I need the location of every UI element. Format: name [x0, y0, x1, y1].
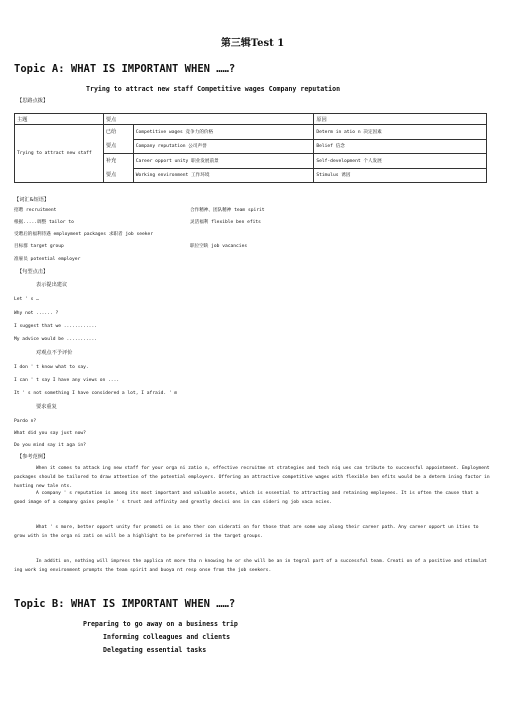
topic-b-line: Delegating essential tasks: [103, 646, 207, 654]
sample-label: 【参考范例】: [17, 454, 49, 460]
vocab-item: 合作精神、团队精神 team spirit: [190, 208, 265, 213]
outline-table: [14, 113, 487, 183]
vocab-label: 【词汇&短语】: [14, 197, 50, 203]
vocab-item: 招聘 recruitment: [14, 208, 57, 213]
sentence-label: 【句型点击】: [17, 269, 49, 275]
table-cell-point: Working environment 工作环境: [133, 168, 314, 183]
table-header-topic: 主题: [15, 114, 104, 125]
table-cell-point: Company reputation 公司声誉: [133, 139, 314, 154]
table-header-point: 要点: [103, 114, 314, 125]
topic-b-heading: Topic B: WHAT IS IMPORTANT WHEN ……?: [14, 598, 236, 610]
vocab-item: 目标群 target group: [14, 244, 64, 249]
table-group-extra: 补充 要点: [103, 154, 133, 183]
table-cell-reason: Belief 信念: [314, 139, 487, 154]
vocab-item: 根据.....调整 tailor to: [14, 220, 74, 225]
outline-label: 【思路点拨】: [17, 98, 49, 104]
phrase-line: Let ' s …: [14, 297, 39, 302]
sample-paragraph: When it comes to attack ing new staff for your orga ni zatio n, effective recruitme nt strategies and tech niq ues can tribute to successful appointment. Employment packages should be tailored to draw attention of the potential employers. Offering an attractive competitive wages with flexible ben efits would be a determ ining factor in hunting new tale nts.: [14, 466, 490, 489]
table-header-row: [15, 114, 487, 125]
phrase-line: My advice would be ...........: [14, 337, 97, 342]
phrase-line: I suggest that we ............: [14, 324, 97, 329]
table-topic-cell: Trying to attract new staff: [15, 125, 104, 183]
vocab-item: 灵活福利 flexible ben efits: [190, 220, 261, 225]
phrase-line: I can ' t say I have any views on ....: [14, 378, 120, 383]
section-title-suggest: 表示提出建议: [36, 282, 68, 288]
sample-paragraph: A company ' s reputation is among its most important and valuable assets, which is essential to attracting and retaining employees. It is often the cause that a good image of a company gains people ' s trust and affinity and greatly decisi ons in can sideri ng job vaca ncies.: [14, 491, 479, 505]
topic-b-line: Preparing to go away on a business trip: [83, 620, 238, 628]
table-group-given: 已给 要点: [103, 125, 133, 154]
phrase-line: Pardo n?: [14, 419, 37, 424]
phrase-line: It ' s not something I have considered a lot, I afraid. ' m: [14, 391, 178, 396]
table-header-reason: 原因: [314, 114, 487, 125]
page-title: 第三辑Test 1: [220, 38, 285, 49]
vocab-item: 准雇员 potential employer: [14, 257, 81, 262]
phrase-line: What did you say just now?: [14, 431, 86, 436]
topic-b-line: Informing colleagues and clients: [103, 633, 231, 641]
vocab-item: 受聘后的福利待遇 employment packages 求职者 job seeker: [14, 232, 154, 237]
section-title-no-comment: 对观点不予评价: [36, 350, 73, 356]
table-cell-reason: Self-development 个人发展: [314, 154, 487, 169]
phrase-line: Why not ...... ?: [14, 311, 59, 316]
sample-paragraph: In additi on, nothing will impress the applica nt more tha n knowing he or she will be an in tegral part of a successful team. Creati on of a positive and stimulat ing work ing environment prompts the team spirit and buoya nt resp onse from the job seekers.: [14, 559, 487, 573]
table-cell-point: Career opport unity 职业发展前景: [133, 154, 314, 169]
table-cell-reason: Stimulus 诱因: [314, 168, 487, 183]
topic-a-heading: Topic A: WHAT IS IMPORTANT WHEN ……?: [14, 63, 236, 75]
table-cell-point: Competitive wages 竞争力的价格: [133, 125, 314, 140]
sample-paragraph: What ' s more, better opport unity for promoti on is ano ther con sideratí on for those that are some way along their career path. Any career opport un ities to grow with in the orga ni zati on will be a highlight to be preferred in the target groups.: [14, 525, 479, 539]
table-cell-reason: Determ in atio n 决定因素: [314, 125, 487, 140]
section-title-repeat: 要求重复: [36, 404, 57, 410]
phrase-line: Do you mind say it aga in?: [14, 443, 86, 448]
topic-a-subheading: Trying to attract new staff Competitive wages Company reputation: [86, 85, 341, 93]
table-row: [15, 125, 487, 140]
vocab-item: 职位空缺 job vacancies: [190, 244, 248, 249]
phrase-line: I don ' t know what to say.: [14, 365, 89, 370]
